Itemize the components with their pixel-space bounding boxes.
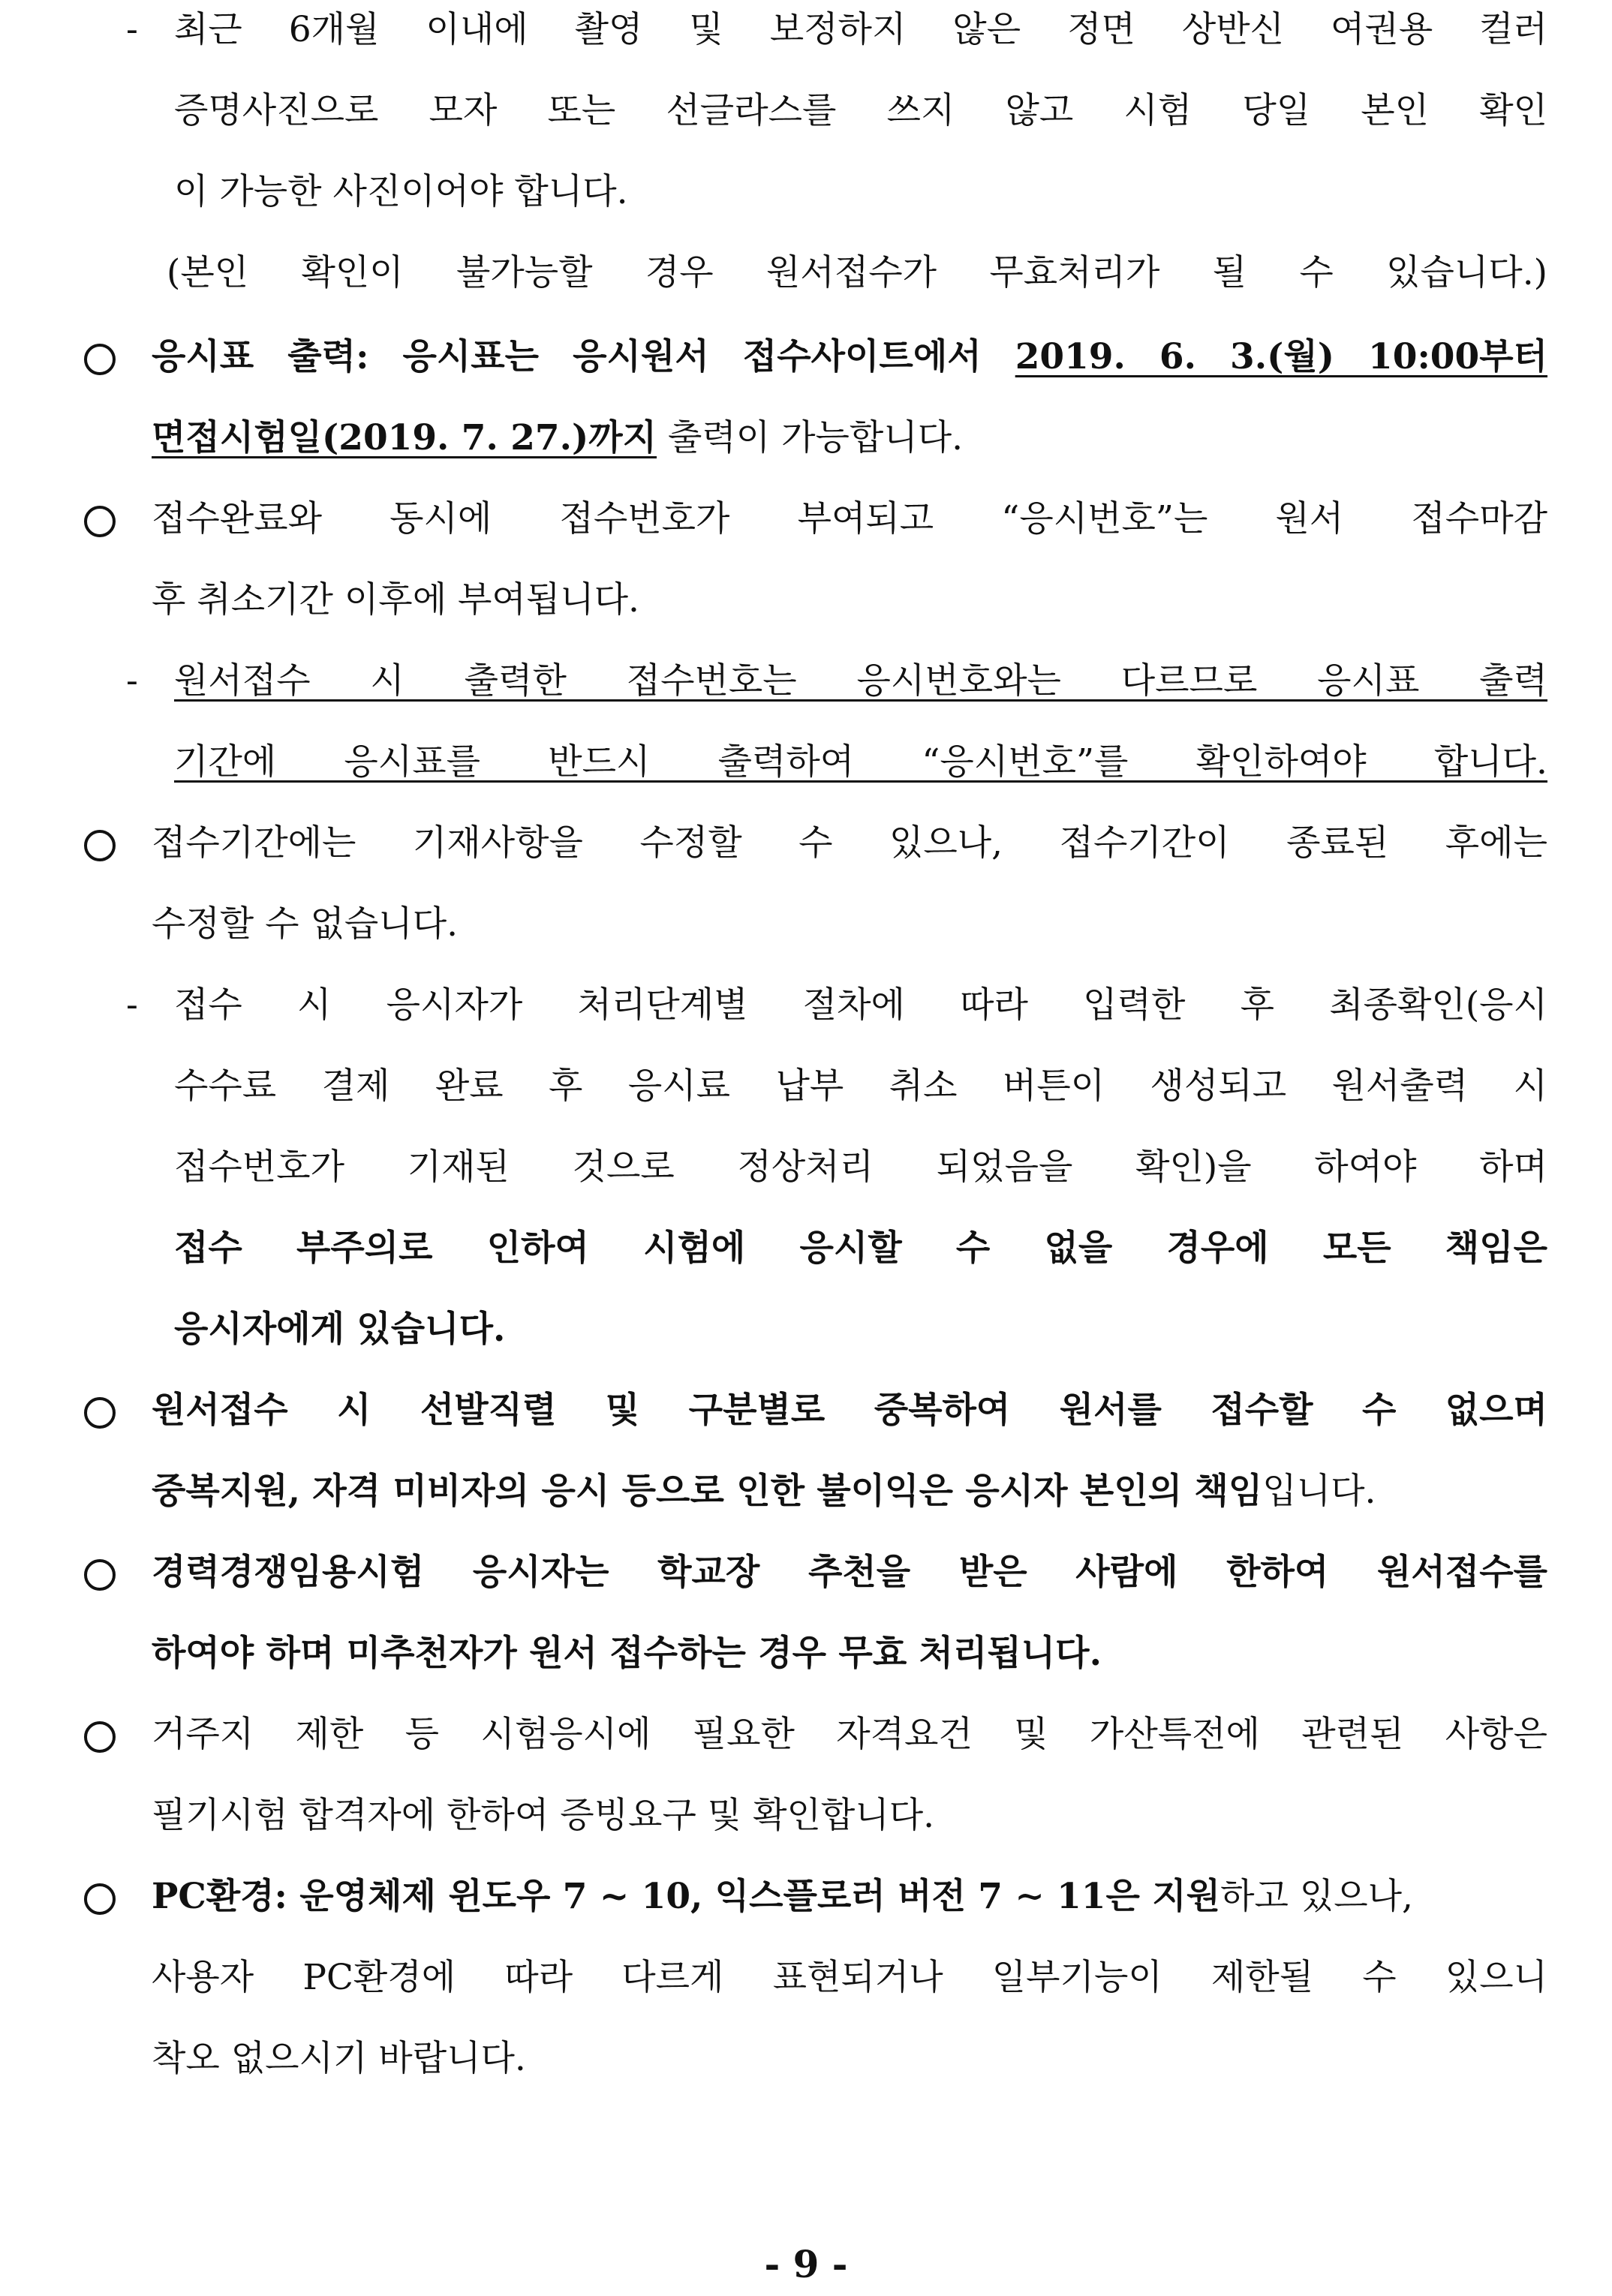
final-confirm-line-2: 수수료 결제 완료 후 응시료 납부 취소 버튼이 생성되고 원서출력 시 [174,1065,1547,1107]
receipt-number-line-1: 접수완료와 동시에 접수번호가 부여되고 “응시번호”는 원서 접수마감 [152,498,1547,539]
photo-requirement-line-3: 이 가능한 사진이어야 합니다. [174,171,628,212]
final-confirm-line-3: 접수번호가 기재된 것으로 정상처리 되었음을 확인)을 하여야 하며 [174,1146,1547,1188]
duplicate-line-1: 원서접수 시 선발직렬 및 구분별로 중복하여 원서를 접수할 수 없으며 [152,1390,1547,1431]
pc-environment-line-2: 사용자 PC환경에 따라 다르게 표현되거나 일부기능이 제한될 수 있으니 [152,1957,1547,1998]
career-exam-line-2: 하여야 하며 미추천자가 원서 접수하는 경우 무효 처리됩니다. [152,1633,1102,1674]
photo-requirement-line-2: 증명사진으로 모자 또는 선글라스를 쓰지 않고 시험 당일 본인 확인 [174,90,1547,131]
residence-line-2: 필기시험 합격자에 한하여 증빙요구 및 확인합니다. [152,1795,935,1836]
circle-bullet-icon [84,1397,116,1429]
duplicate-line-2: 중복지원, 자격 미비자의 응시 등으로 인한 불이익은 응시자 본인의 책임입니다. [152,1471,1376,1512]
career-exam-line-1: 경력경쟁임용시험 응시자는 학교장 추천을 받은 사람에 한하여 원서접수를 [152,1552,1547,1593]
ticket-print-line-2: 면접시험일(2019. 7. 27.)까지 출력이 가능합니다. [152,417,964,458]
final-confirm-line-4: 접수 부주의로 인하여 시험에 응시할 수 없을 경우에 모든 책임은 [174,1228,1547,1269]
circle-bullet-icon [84,1721,116,1753]
modification-line-1: 접수기간에는 기재사항을 수정할 수 있으나, 접수기간이 종료된 후에는 [152,822,1547,864]
exam-number-notice-line-1: 원서접수 시 출력한 접수번호는 응시번호와는 다르므로 응시표 출력 [174,660,1547,702]
photo-requirement-note: (본인 확인이 불가능할 경우 원서접수가 무효처리가 될 수 있습니다.) [167,252,1547,293]
exam-number-notice-line-2: 기간에 응시표를 반드시 출력하여 “응시번호”를 확인하여야 합니다. [174,741,1547,783]
pc-environment-line-1: PC환경: 운영체제 윈도우 7 ~ 10, 익스플로러 버전 7 ∼ 11은 지원하고 있으나, [152,1876,1413,1917]
circle-bullet-icon [84,1559,116,1591]
circle-bullet-icon [84,830,116,861]
photo-requirement-line-1: 최근 6개월 이내에 촬영 및 보정하지 않은 정면 상반신 여권용 컬러 [174,9,1547,50]
residence-line-1: 거주지 제한 등 시험응시에 필요한 자격요건 및 가산특전에 관련된 사항은 [152,1714,1547,1755]
pc-environment-line-3: 착오 없으시기 바랍니다. [152,2038,526,2079]
page-number: - 9 - [764,2242,848,2286]
dash-marker: - [126,660,138,702]
dash-marker: - [126,984,138,1026]
modification-line-2: 수정할 수 없습니다. [152,903,459,945]
final-confirm-line-1: 접수 시 응시자가 처리단계별 절차에 따라 입력한 후 최종확인(응시 [174,984,1547,1026]
circle-bullet-icon [84,344,116,375]
circle-bullet-icon [84,1883,116,1915]
final-confirm-line-5: 응시자에게 있습니다. [174,1309,506,1350]
ticket-print-line-1: 응시표 출력: 응시표는 응시원서 접수사이트에서 2019. 6. 3.(월) 10:00부터 [152,336,1548,377]
receipt-number-line-2: 후 취소기간 이후에 부여됩니다. [152,579,639,621]
dash-marker: - [126,9,138,50]
circle-bullet-icon [84,506,116,537]
